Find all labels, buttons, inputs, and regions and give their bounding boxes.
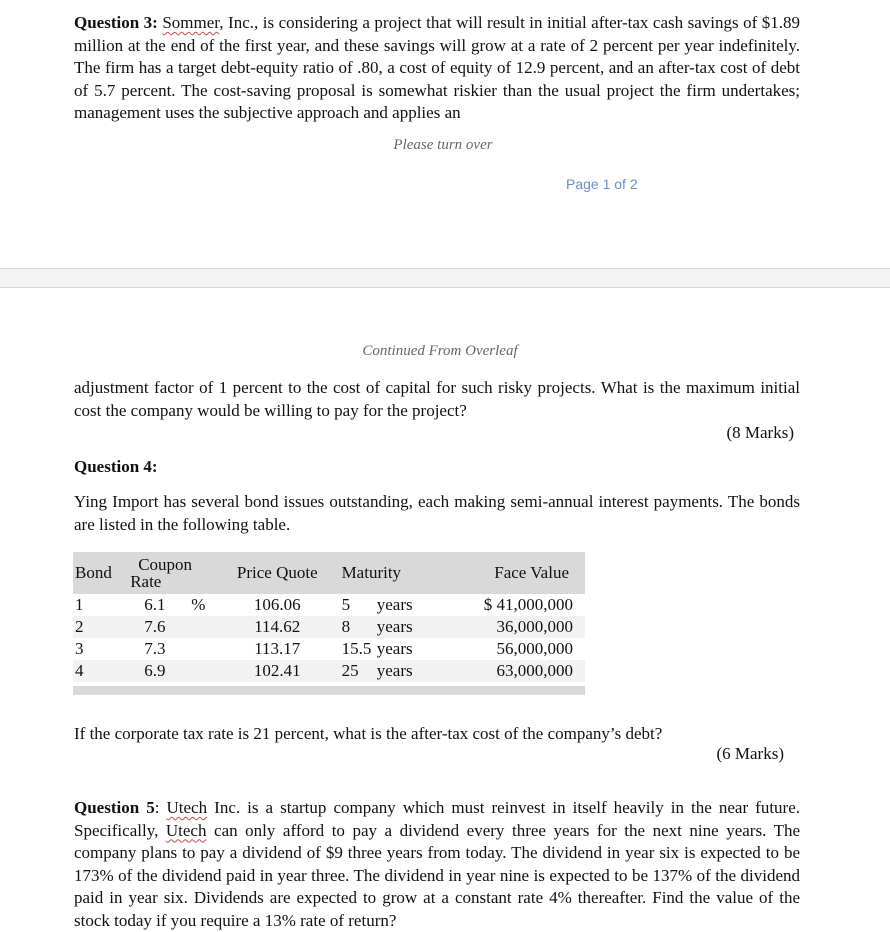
cell-maturity-number: 5 [322,594,377,616]
cell-maturity-unit: years [377,616,434,638]
cell-maturity-unit: years [377,660,434,684]
bond-table [73,552,585,695]
header-maturity: Maturity [322,552,434,594]
cell-bond: 1 [73,594,130,616]
header-coupon-line1: Coupon [138,555,193,574]
cell-face-value: $ 41,000,000 [434,594,585,616]
cell-percent [191,616,233,638]
question-5-colon: : [154,798,167,817]
cell-price: 114.62 [233,616,322,638]
cell-price: 106.06 [233,594,322,616]
document-page-1 [0,0,890,268]
cell-bond: 3 [73,638,130,660]
question-5-label: Question 5 [74,798,155,817]
cell-coupon: 7.3 [130,638,191,660]
bond-table-header [73,552,585,594]
cell-coupon: 6.1 [130,594,191,616]
cell-maturity-unit: years [377,594,434,616]
cell-percent [191,660,233,684]
continued-from-overleaf-note: Continued From Overleaf [362,343,518,359]
question-3-continued-paragraph: adjustment factor of 1 percent to the cost of capital for such risky projects. What is the maximum initial cost the company would be willing to pay for the project? [74,378,800,420]
cell-price: 113.17 [233,638,322,660]
question-4-question: If the corporate tax rate is 21 percent, what is the after-tax cost of the company’s debt? [74,724,663,743]
header-bond: Bond [73,552,130,594]
question-3-paragraph [74,12,800,125]
table-row [73,616,585,638]
table-row [73,638,585,660]
spellcheck-word-sommer[interactable]: Sommer [162,13,220,32]
table-footer-cell [73,684,585,695]
question-5-text-part1: Inc. is a startup company which must reinvest in itself heavily in the near future. Specifically, [74,798,800,840]
page-number: Page 1 of 2 [566,176,638,192]
cell-maturity-number: 8 [322,616,377,638]
table-footer-band [73,684,585,695]
cell-price: 102.41 [233,660,322,684]
cell-coupon: 7.6 [130,616,191,638]
document-page-2 [0,288,890,932]
spellcheck-word-utech[interactable]: Utech [166,798,208,817]
cell-maturity-number: 15.5 [322,638,377,660]
cell-face-value: 56,000,000 [434,638,585,660]
question-3-marks: (8 Marks) [726,423,794,442]
cell-maturity-unit: years [377,638,434,660]
please-turn-over-note: Please turn over [393,137,493,153]
question-3-text: , Inc., is considering a project that will result in initial after-tax cash savings of $1.89 million at the end of the first year, and these savings will grow at a rate of 2 percent per year indefinitely. The firm has a target debt-equity ratio of .80, a cost of equity of 12.9 percent, and an after-tax cost of debt of 5.7 percent. The cost-saving proposal is somewhat riskier than the usual project the firm undertakes; management uses the subjective approach and applies an [74,13,800,122]
header-coupon-line2: Rate [130,572,162,591]
cell-bond: 2 [73,616,130,638]
cell-face-value: 36,000,000 [434,616,585,638]
spellcheck-word-utech-2[interactable]: Utech [165,820,207,840]
question-4-intro: Ying Import has several bond issues outstanding, each making semi-annual interest payments. The bonds are listed in the following table. [74,492,800,534]
cell-percent [191,638,233,660]
cell-face-value: 63,000,000 [434,660,585,684]
header-face-value: Face Value [434,552,585,594]
cell-bond: 4 [73,660,130,684]
page-break-separator [0,268,890,288]
cell-coupon: 6.9 [130,660,191,684]
table-row [73,660,585,684]
question-4-heading: Question 4: [74,457,158,476]
table-row [73,594,585,616]
header-price-quote: Price Quote [233,552,322,594]
question-3-label: Question 3: [74,13,163,32]
question-5-paragraph [74,797,800,932]
cell-percent: % [191,594,233,616]
header-coupon-rate [130,552,233,594]
cell-maturity-number: 25 [322,660,377,684]
question-5-text-part2: can only afford to pay a dividend every three years for the next nine years. The company plans to pay a dividend of $9 three years from today. The dividend in year six is expected to be 173% of the dividend paid in year three. The dividend in year nine is expected to be 137% of the dividend paid in year six. Dividends are expected to grow at a constant rate 4% thereafter. Find the value of the stock today if you require a 13% rate of return? [74,820,800,930]
question-4-marks: (6 Marks) [716,744,784,763]
